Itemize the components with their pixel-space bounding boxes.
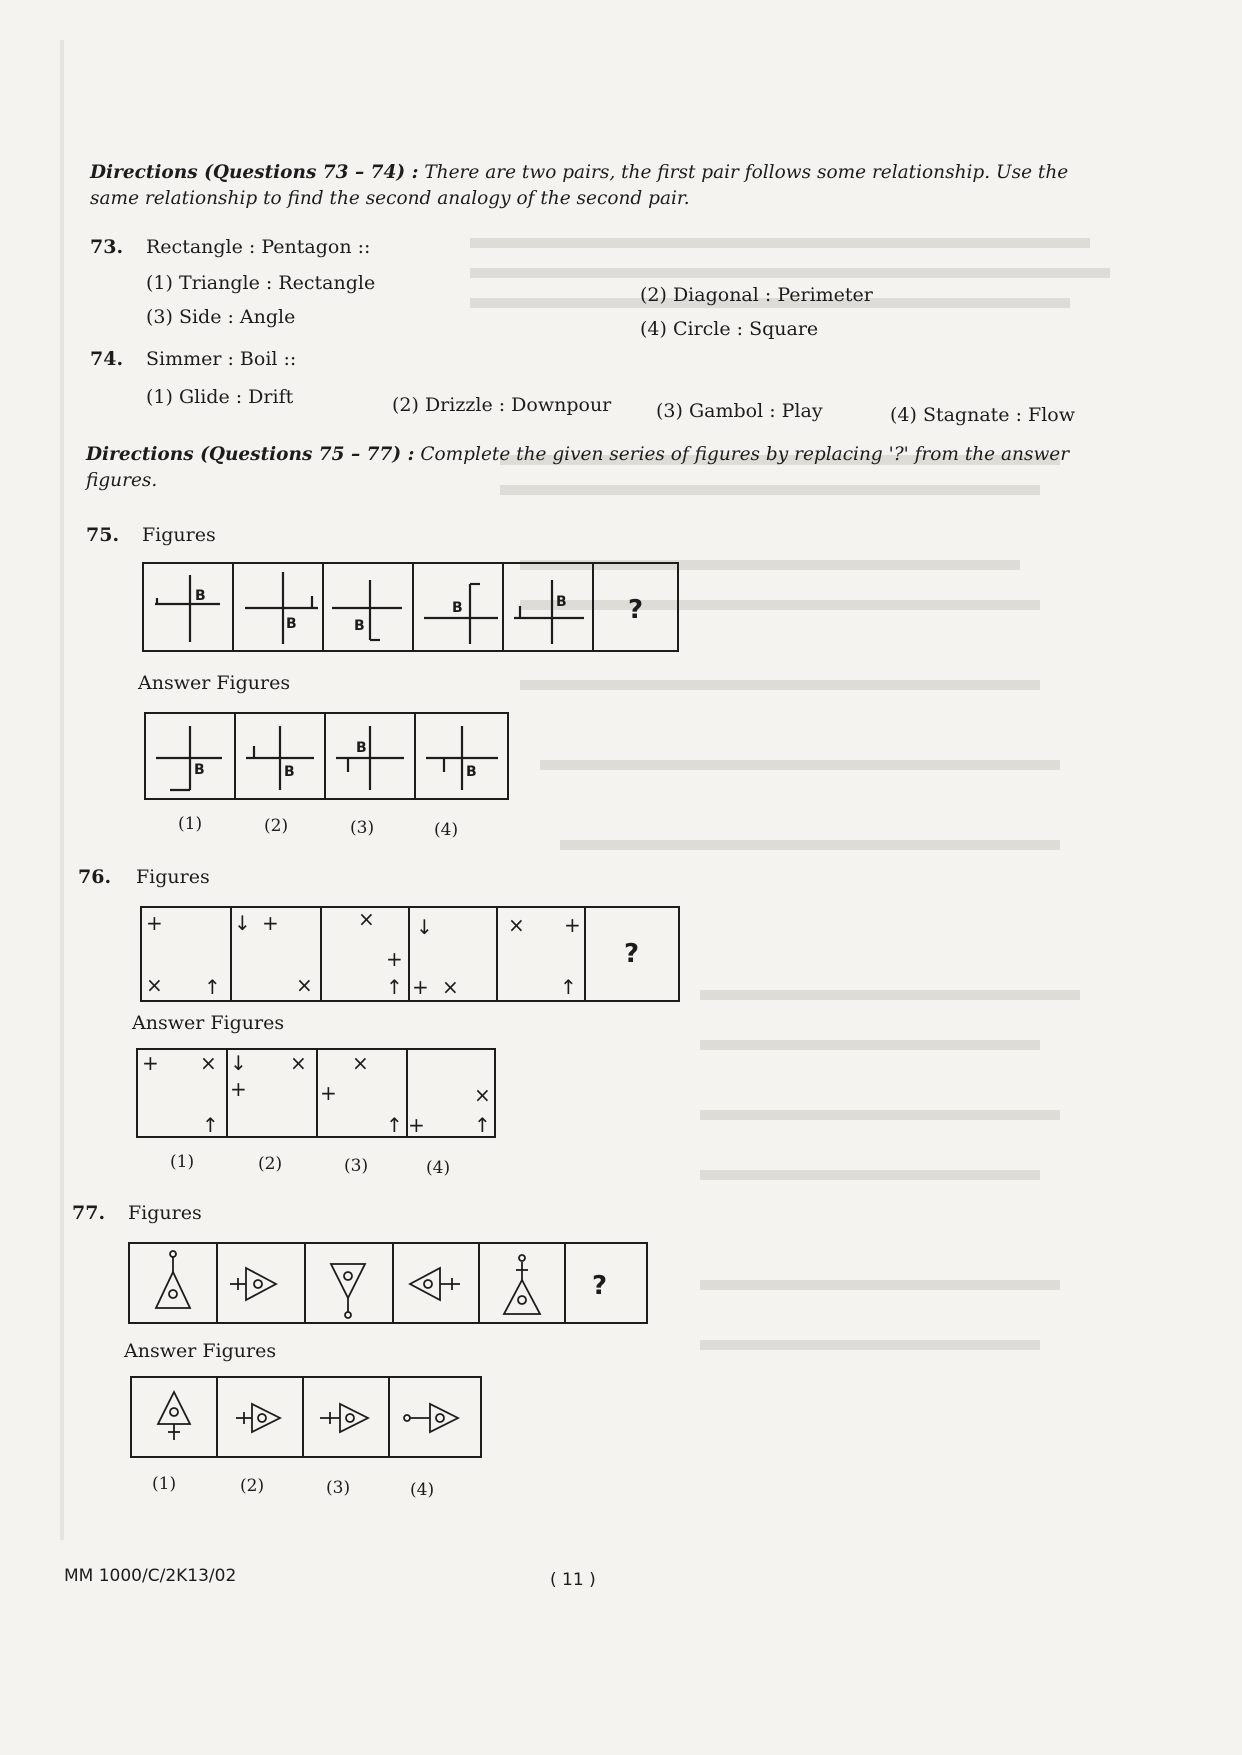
q77-answer-box-2[interactable] [217,1377,303,1457]
q76-f5-plus: + [564,913,581,937]
directions-73-74-label: Directions (Questions 73 – 74) : [90,162,419,183]
q76-f1-cross: × [146,973,163,997]
q76-a3-arrow: ↑ [386,1113,403,1137]
footer-exam-code: MM 1000/C/2K13/02 [64,1566,237,1586]
q75-answer-label-4[interactable]: (4) [434,820,459,840]
q77-answer-label-2[interactable]: (2) [240,1476,265,1496]
question-75-figures-label: Figures [142,524,216,546]
q77-answer-label-1[interactable]: (1) [152,1474,177,1494]
directions-73-74 [90,160,1120,212]
q76-question-mark: ? [624,939,640,969]
question-77-answer-figures [128,1374,484,1460]
q75-ans1-letter: B [194,762,205,778]
q75-figure-box-5 [503,563,593,651]
q76-a3-cross: × [352,1051,369,1075]
q76-answer-label-1[interactable]: (1) [170,1152,195,1172]
question-76-problem-figures [138,904,682,1004]
q77-figure-box-1 [129,1243,217,1323]
question-73-option-2[interactable]: (2) Diagonal : Perimeter [640,284,873,306]
q76-a2-cross: × [290,1051,307,1075]
q75-answer-label-1[interactable]: (1) [178,814,203,834]
q76-a1-arrow: ↑ [202,1113,219,1137]
q75-fig5-letter: B [556,594,567,610]
q76-f3-plus: + [386,947,403,971]
question-75-problem-figures [140,560,680,654]
question-74-option-4[interactable]: (4) Stagnate : Flow [890,404,1075,426]
q76-a1-cross: × [200,1051,217,1075]
q76-f3-arrow: ↑ [386,975,403,999]
q76-a2-arrow: ↓ [230,1051,247,1075]
q76-a2-plus: + [230,1077,247,1101]
question-76-number: 76. [78,866,112,888]
question-74-option-2[interactable]: (2) Drizzle : Downpour [392,394,612,416]
q75-answer-label-3[interactable]: (3) [350,818,375,838]
q76-f2-plus: + [262,911,279,935]
q77-answer-box-4[interactable] [389,1377,481,1457]
directions-73-74-text: There are two pairs, the first pair follows some relationship. Use the same relationship to find the second analogy of the second pair. [90,162,1069,209]
q77-figure-box-4 [393,1243,479,1323]
q77-question-mark: ? [592,1271,608,1301]
q76-a1-plus: + [142,1051,159,1075]
q76-f1-arrow: ↑ [204,975,221,999]
q76-f5-cross: × [508,913,525,937]
q76-f4-cross: × [442,975,459,999]
question-73-text: Rectangle : Pentagon :: [146,236,371,258]
q76-f4-arrow: ↓ [416,915,433,939]
question-77-answer-label: Answer Figures [124,1340,277,1362]
q76-answer-label-4[interactable]: (4) [426,1158,451,1178]
q77-answer-box-1[interactable] [131,1377,217,1457]
q76-a4-cross: × [474,1083,491,1107]
q76-f4-plus: + [412,975,429,999]
q75-fig2-letter: B [286,616,297,632]
question-73-option-3[interactable]: (3) Side : Angle [146,306,296,328]
question-73-number: 73. [90,236,124,258]
question-74-text: Simmer : Boil :: [146,348,297,370]
q75-question-mark: ? [628,595,644,625]
question-77-number: 77. [72,1202,106,1224]
q77-answer-label-3[interactable]: (3) [326,1478,351,1498]
q76-f2-arrow: ↓ [234,911,251,935]
question-75-answer-label: Answer Figures [138,672,291,694]
q75-ans2-letter: B [284,764,295,780]
question-76-answer-figures [134,1046,498,1140]
q75-fig4-letter: B [452,600,463,616]
q77-answer-label-4[interactable]: (4) [410,1480,435,1500]
question-76-answer-label: Answer Figures [132,1012,285,1034]
directions-75-77-text: Complete the given series of figures by replacing '?' from the answer figures. [86,444,1070,491]
question-74-number: 74. [90,348,124,370]
q75-answer-label-2[interactable]: (2) [264,816,289,836]
directions-75-77 [86,442,1116,494]
question-75-answer-figures [142,710,512,802]
q76-a4-plus: + [408,1113,425,1137]
question-77-figures-label: Figures [128,1202,202,1224]
q76-answer-label-2[interactable]: (2) [258,1154,283,1174]
question-75-number: 75. [86,524,120,546]
q77-figure-box-3 [305,1243,393,1323]
q76-a3-plus: + [320,1081,337,1105]
q75-fig3-letter: B [354,618,365,634]
q75-figure-box-1 [143,563,233,651]
question-74-option-1[interactable]: (1) Glide : Drift [146,386,294,408]
q76-f1-plus: + [146,911,163,935]
question-73-option-4[interactable]: (4) Circle : Square [640,318,819,340]
q76-f3-cross: × [358,907,375,931]
q76-f2-cross: × [296,973,313,997]
question-77-problem-figures [126,1240,650,1326]
q76-answer-label-3[interactable]: (3) [344,1156,369,1176]
directions-75-77-label: Directions (Questions 75 – 77) : [86,444,415,465]
q76-f5-arrow: ↑ [560,975,577,999]
q75-fig1-letter: B [195,588,206,604]
q75-ans3-letter: B [356,740,367,756]
question-76-figures-label: Figures [136,866,210,888]
q75-ans4-letter: B [466,764,477,780]
q76-a4-arrow: ↑ [474,1113,491,1137]
footer-page-number: ( 11 ) [550,1570,596,1590]
question-74-option-3[interactable]: (3) Gambol : Play [656,400,823,422]
question-73-option-1[interactable]: (1) Triangle : Rectangle [146,272,376,294]
